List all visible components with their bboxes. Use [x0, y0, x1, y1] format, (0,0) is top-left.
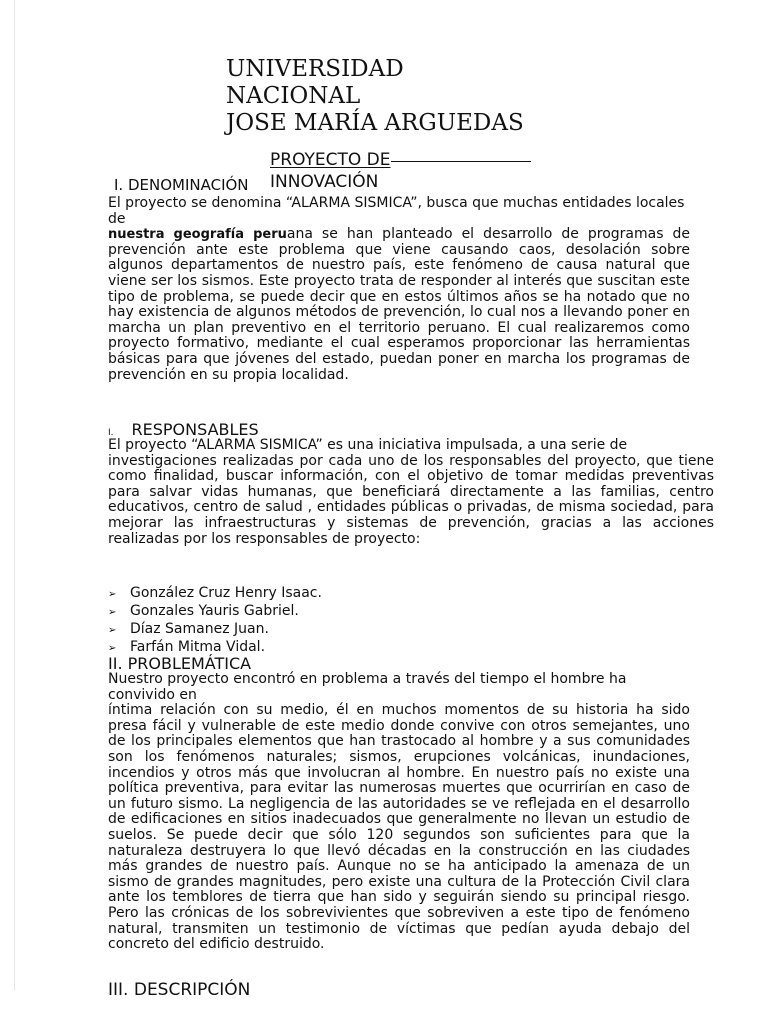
- university-line-2: NACIONAL: [226, 83, 361, 109]
- members-list: [108, 585, 322, 657]
- paragraph-problematica: [108, 672, 690, 953]
- heading-denominacion: I. DENOMINACIÓN: [114, 176, 249, 194]
- university-line-3: JOSE MARÍA ARGUEDAS: [226, 110, 524, 136]
- list-item: [108, 621, 322, 639]
- paragraph-responsables-body: investigaciones realizadas por cada uno de los responsables del proyecto, que tiene como finalidad, buscar información, con el objetivo de tomar medidas preventivas para salvar vidas humanas, que beneficiará directamente a las familias, centro educativos, centro de salud , entidades públicas o privadas, de misma sociedad, para mejorar las infraestructuras y sistemas de prevención, gracias a las acciones realizadas por los responsables de proyecto:: [108, 452, 714, 547]
- heading-responsables-number: I.: [108, 428, 114, 438]
- paragraph-denominacion-first-line: El proyecto se denomina “ALARMA SISMICA”, busca que muchas entidades locales de: [108, 195, 685, 227]
- paragraph-problematica-first-line: Nuestro proyecto encontró en problema a través del tiempo el hombre ha convivido en: [108, 671, 627, 703]
- paragraph-denominacion-body: ana se han planteado el desarrollo de programas de prevención ante este problema que viene causando caos, desolación sobre algunos departamentos de nuestro país, este fenómeno de causa natural que viene ser los sismos. Este proyecto trata de responder al interés que suscitan este tipo de problema, se puede decir que en estos últimos años se ha notado que no hay existencia de algunos métodos de prevención, lo cual nos a llevando poner en marcha un plan preventivo en el territorio peruano. El cual realizaremos como proyecto formativo, mediante el cual esperamos proporcionar las herramientas básicas para que jóvenes del estado, puedan poner en marcha los programas de prevención en su propia localidad.: [108, 226, 691, 383]
- member-name: Díaz Samanez Juan.: [130, 621, 269, 637]
- page-edge-divider: [14, 0, 15, 990]
- project-title-line-1: PROYECTO DE: [270, 150, 391, 170]
- member-name: Farfán Mitma Vidal.: [130, 639, 266, 655]
- title-underline: [391, 161, 531, 162]
- paragraph-problematica-body: íntima relación con su medio, él en muchos momentos de su historia ha sido presa fácil y vulnerable de este medio donde convive con otros semejantes, uno de los principales elementos que han trastocado al hombre y a sus comunidades son los fenómenos naturales; sismos, erupciones volcánicas, inundaciones, incendios y otros más que involucran al hombre. En nuestro país no existe una política preventiva, para evitar las numerosas muertes que ocurrirían en caso de un futuro sismo. La negligencia de las autoridades se ve reflejada en el desarrollo de edificaciones en sitios inadecuados que generalmente no llevan un estudio de suelos. Se puede decir que sólo 120 segundos son suficientes para que la naturaleza destruyera lo que llevó décadas en la construcción en las ciudades más grandes de nuestro país. Aunque no se ha anticipado la amenaza de un sismo de grandes magnitudes, pero existe una cultura de la Protección Civil clara ante los temblores de tierra que han sido y seguirán siendo su principal riesgo. Pero las crónicas de los sobrevivientes que sobreviven a este tipo de fenómeno natural, transmiten un testimonio de víctimas que pedían ayuda debajo del concreto del edificio destruido.: [108, 702, 690, 953]
- bold-phrase: nuestra geografía peru: [108, 227, 287, 243]
- paragraph-responsables-first-line: El proyecto “ALARMA SISMICA” es una iniciativa impulsada, a una serie de: [108, 437, 628, 453]
- arrow-bullet-icon: ➢: [108, 607, 117, 618]
- list-item: [108, 603, 322, 621]
- heading-problematica: II. PROBLEMÁTICA: [108, 654, 252, 673]
- university-name: [226, 56, 524, 137]
- heading-descripcion: III. DESCRIPCIÓN: [108, 980, 251, 1000]
- arrow-bullet-icon: ➢: [108, 643, 117, 654]
- project-title-line-2: INNOVACIÓN: [270, 172, 379, 192]
- list-item: [108, 585, 322, 603]
- member-name: González Cruz Henry Isaac.: [130, 585, 322, 601]
- heading-responsables-text: RESPONSABLES: [131, 420, 259, 439]
- arrow-bullet-icon: ➢: [108, 625, 117, 636]
- paragraph-denominacion: [108, 196, 690, 383]
- paragraph-responsables: [108, 438, 714, 547]
- university-line-1: UNIVERSIDAD: [226, 56, 404, 82]
- project-title: [270, 149, 531, 193]
- member-name: Gonzales Yauris Gabriel.: [130, 603, 299, 619]
- arrow-bullet-icon: ➢: [108, 589, 117, 600]
